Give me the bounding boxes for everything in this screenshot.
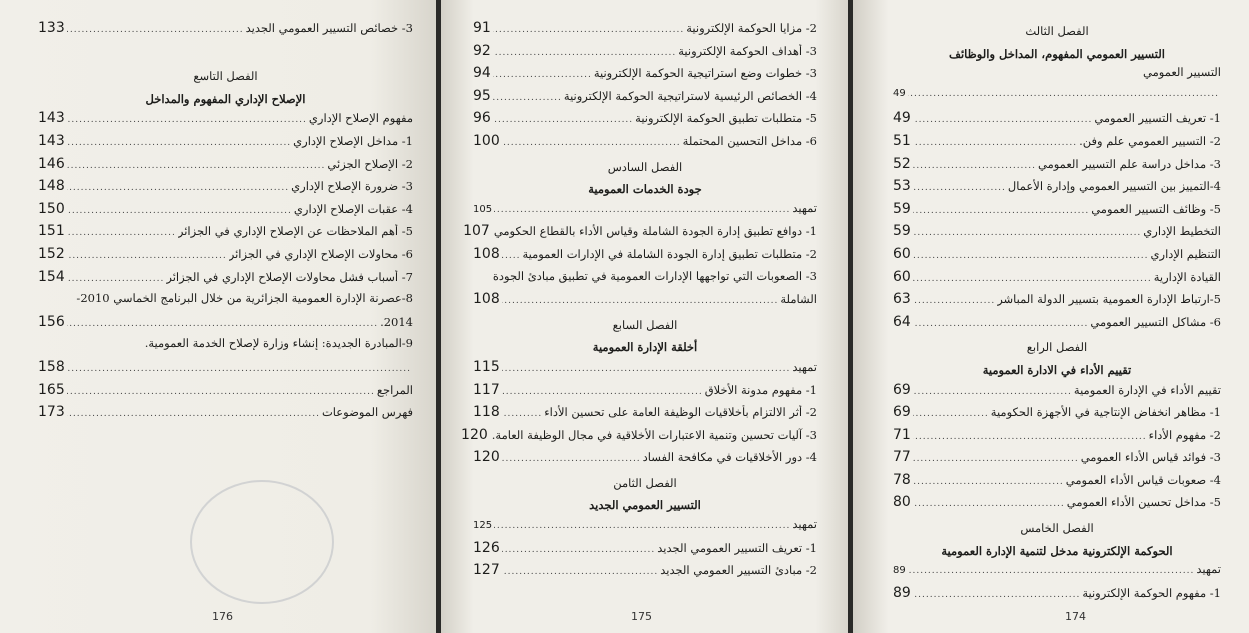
toc-entry	[893, 88, 1221, 111]
toc-entry	[893, 156, 1221, 179]
dot-leader	[67, 364, 411, 374]
toc-entry-page: 100	[473, 132, 500, 149]
toc-entry-title: 3- أهداف الحوكمة الإلكترونية	[678, 43, 817, 58]
page-right	[853, 0, 1249, 633]
toc-entry	[38, 133, 413, 156]
toc-entry-page: 77	[893, 449, 911, 466]
toc-entry	[893, 449, 1221, 472]
toc-entry-title: 3- فوائد قياس الأداء العمومي	[1080, 450, 1221, 465]
toc-entry	[893, 291, 1221, 314]
toc-entry-page: 152	[38, 245, 65, 262]
dot-leader	[908, 89, 1219, 99]
toc-entry	[473, 562, 817, 585]
toc-entry-title: 2- مفهوم الأداء	[1148, 427, 1221, 442]
chapter-title: التسيير العمومي المفهوم، المداخل والوظائف	[949, 46, 1165, 61]
toc-entry-title: 1- مفهوم الحوكمة الإلكترونية	[1082, 585, 1221, 600]
toc-entry-title: تمهيد	[792, 517, 817, 532]
toc-entry	[893, 562, 1221, 585]
toc-entry-title: 2- متطلبات تطبيق إدارة الجودة الشاملة في الإدارات العمومية	[522, 246, 817, 261]
dot-leader	[67, 319, 378, 329]
toc-entry-page: 165	[38, 381, 65, 398]
dot-leader	[67, 138, 291, 148]
toc-entry	[473, 382, 817, 405]
toc-entry-page: 133	[38, 20, 65, 36]
toc-entry-title: القيادة الإدارية	[1153, 269, 1221, 284]
toc-entry-page: 158	[38, 358, 65, 375]
dot-leader	[502, 387, 703, 397]
dot-leader	[502, 296, 779, 306]
dot-leader	[913, 206, 1089, 216]
toc-entry-page: 59	[893, 200, 911, 217]
toc-entry-title: 5- متطلبات تطبيق الحوكمة الإلكترونية	[635, 111, 817, 126]
toc-entry-page: 118	[473, 404, 500, 421]
dot-leader	[913, 228, 1141, 238]
chapter-title: التسيير العمومي الجديد	[589, 498, 701, 513]
toc-entry	[893, 269, 1221, 292]
chapter-label: الفصل التاسع	[193, 69, 258, 84]
toc-entry-title: 2- الإصلاح الجزئي	[327, 156, 413, 171]
dot-leader	[913, 115, 1092, 125]
dot-leader	[493, 70, 592, 80]
toc-entry	[463, 223, 817, 246]
toc-entry-title: 5-ارتباط الإدارة العمومية بتسيير الدولة المباشر	[997, 292, 1221, 307]
toc-entry-title: 2- مبادئ التسيير العمومي الجديد	[660, 563, 817, 578]
toc-entry-page: 96	[473, 110, 491, 127]
toc-entry-title: 2- مزايا الحوكمة الإلكترونية	[686, 21, 817, 35]
toc-entry-page: 117	[473, 381, 500, 398]
dot-leader	[502, 545, 656, 555]
toc-entry-title: 1- مظاهر انخفاض الإنتاجية في الأجهزة الحكومية	[990, 405, 1221, 420]
toc-entry-page: 91	[473, 20, 491, 36]
toc-entry-page: 60	[893, 245, 911, 262]
toc-entry-page: 69	[893, 404, 911, 421]
toc-entry-page: 49	[893, 110, 911, 127]
toc-entry-page: 107	[463, 223, 490, 240]
toc-entry-title: 6- مداخل التحسين المحتملة	[682, 133, 817, 148]
toc-entry-page: 120	[461, 426, 488, 443]
toc-column	[38, 20, 413, 427]
toc-entry-title: 3- خصائص التسيير العمومي الجديد	[245, 21, 413, 35]
toc-entry-page: 126	[473, 539, 500, 556]
toc-entry-title: التنظيم الإداري	[1150, 246, 1221, 261]
toc-entry	[473, 540, 817, 563]
toc-entry-page: 51	[893, 132, 911, 149]
dot-leader	[502, 251, 521, 261]
toc-entry-page: 59	[893, 223, 911, 240]
toc-entry	[893, 404, 1221, 427]
dot-leader	[913, 499, 1065, 509]
toc-entry	[473, 88, 817, 111]
toc-entry-page: 89	[893, 565, 906, 577]
toc-entry-title: 4- الخصائص الرئيسية لاستراتيجية الحوكمة الإلكترونية	[563, 88, 817, 103]
toc-entry-page: 150	[38, 200, 65, 217]
dot-leader	[67, 251, 227, 261]
dot-leader	[67, 274, 165, 284]
toc-entry-title: التخطيط الإداري	[1143, 224, 1221, 239]
dot-leader	[493, 25, 684, 35]
toc-entry-page: 80	[893, 494, 911, 511]
page-number: 176	[212, 610, 233, 623]
toc-entry-page: 148	[38, 178, 65, 195]
dot-leader	[913, 183, 1006, 193]
toc-entry-page: 92	[473, 42, 491, 59]
toc-entry-title: 6- محاولات الإصلاح الإداري في الجزائر	[228, 246, 413, 261]
dot-leader	[913, 251, 1149, 261]
toc-entry-page: 52	[893, 155, 911, 172]
toc-entry	[461, 426, 817, 450]
page-middle	[441, 0, 848, 633]
toc-entry-title: تمهيد	[792, 359, 817, 374]
toc-entry	[893, 427, 1221, 450]
chapter-title: جودة الخدمات العمومية	[588, 182, 702, 197]
toc-entry	[473, 359, 817, 382]
toc-entry-page: 108	[473, 291, 500, 308]
toc-entry-title: 1- مداخل الإصلاح الإداري	[293, 133, 413, 148]
toc-entry-page: 143	[38, 132, 65, 149]
chapter-label: الفصل الثامن	[613, 475, 677, 490]
toc-entry-title: 3- آليات تحسين وتنمية الاعتبارات الأخلاقية في مجال الوظيفة العامة.	[491, 427, 817, 442]
toc-entry	[38, 20, 413, 43]
page-left	[0, 0, 436, 633]
chapter-label: الفصل السابع	[612, 317, 678, 332]
dot-leader	[493, 115, 633, 125]
dot-leader	[913, 138, 1077, 148]
toc-entry-title: المراجع	[376, 382, 413, 397]
toc-entry-page: 53	[893, 178, 911, 195]
dot-leader	[913, 319, 1089, 329]
toc-entry-title: 2- أثر الالتزام بأخلاقيات الوظيفة العامة على تحسين الأداء	[544, 405, 817, 420]
toc-entry	[473, 404, 817, 427]
dot-leader	[913, 274, 1152, 284]
page-number: 174	[1065, 610, 1086, 623]
dot-leader	[502, 567, 658, 577]
dot-leader	[493, 93, 562, 103]
dot-leader	[67, 161, 326, 171]
toc-entry-title: 3- خطوات وضع استراتيجية الحوكمة الإلكترونية	[593, 66, 817, 81]
toc-entry-title: 1- مفهوم مدونة الأخلاق	[704, 382, 817, 397]
toc-entry	[893, 246, 1221, 269]
toc-entry-page: 69	[893, 381, 911, 398]
toc-entry	[38, 223, 413, 246]
toc-entry-page: 120	[473, 449, 500, 466]
toc-entry	[893, 494, 1221, 517]
toc-column	[893, 20, 1221, 607]
toc-entry	[473, 517, 817, 540]
toc-entry	[473, 269, 817, 292]
toc-entry-title: تقييم الأداء في الإدارة العمومية	[1073, 382, 1221, 397]
toc-entry-page: 151	[38, 223, 65, 240]
chapter-label: الفصل الخامس	[1020, 521, 1094, 536]
page-number: 175	[631, 610, 652, 623]
toc-entry	[473, 65, 817, 88]
chapter-title: أخلقة الإدارة العمومية	[592, 340, 698, 355]
chapter-title: الحوكمة الإلكترونية مدخل لتنمية الإدارة العمومية	[941, 543, 1173, 558]
dot-leader	[67, 206, 292, 216]
toc-entry-page: 94	[473, 65, 491, 82]
dot-leader	[913, 161, 1036, 171]
dot-leader	[502, 454, 641, 464]
dot-leader	[494, 205, 790, 215]
toc-entry	[38, 201, 413, 224]
dot-leader	[913, 409, 989, 419]
toc-entry	[38, 359, 413, 382]
dot-leader	[67, 228, 176, 238]
toc-entry	[893, 223, 1221, 246]
toc-column	[461, 20, 817, 585]
toc-entry-page: 143	[38, 110, 65, 127]
toc-entry-page: 78	[893, 471, 911, 488]
toc-entry-page: 95	[473, 87, 491, 104]
toc-entry-title: تمهيد	[792, 200, 817, 215]
toc-entry-title: 6- مشاكل التسيير العمومي	[1090, 314, 1221, 329]
toc-entry-page: 71	[893, 426, 911, 443]
dot-leader	[913, 590, 1080, 600]
toc-entry-page: 89	[893, 584, 911, 601]
toc-entry-title: 9-المبادرة الجديدة: إنشاء وزارة لإصلاح الخدمة العمومية.	[144, 336, 413, 351]
toc-entry	[38, 291, 413, 314]
toc-entry	[38, 246, 413, 269]
toc-entry-page: 173	[38, 404, 65, 421]
dot-leader	[502, 409, 543, 419]
toc-entry	[893, 314, 1221, 337]
toc-entry-title: التسيير العمومي	[1143, 65, 1221, 80]
toc-entry-title: 4- صعوبات قياس الأداء العمومي	[1065, 472, 1221, 487]
toc-entry	[893, 178, 1221, 201]
dot-leader	[494, 521, 790, 531]
chapter-title: تقييم الأداء في الادارة العمومية	[982, 362, 1132, 377]
toc-entry	[38, 156, 413, 179]
toc-entry	[473, 20, 817, 43]
toc-entry	[893, 201, 1221, 224]
faded-stamp	[190, 480, 334, 604]
toc-entry-page: 49	[893, 87, 906, 99]
toc-entry-title: تمهيد	[1196, 562, 1221, 577]
toc-entry-title: 4- عقبات الإصلاح الإداري	[293, 201, 413, 216]
toc-entry	[473, 133, 817, 156]
toc-entry-title: فهرس الموضوعات	[321, 405, 413, 420]
toc-entry-page: 108	[473, 245, 500, 262]
toc-entry-title: 4- دور الأخلاقيات في مكافحة الفساد	[642, 450, 817, 465]
toc-entry	[38, 382, 413, 405]
toc-entry	[893, 472, 1221, 495]
toc-entry-title: 3- الصعوبات التي تواجهها الإدارات العمومية في تطبيق مبادئ الجودة	[492, 268, 817, 283]
dot-leader	[913, 477, 1064, 487]
toc-entry	[473, 43, 817, 66]
toc-entry	[473, 246, 817, 269]
toc-entry	[473, 291, 817, 314]
toc-entry-title: مفهوم الإصلاح الإداري	[308, 111, 413, 126]
toc-entry	[893, 65, 1221, 88]
toc-entry	[38, 110, 413, 133]
toc-entry	[38, 314, 413, 337]
toc-entry-title: الشاملة	[780, 292, 817, 307]
toc-entry-page: 64	[893, 313, 911, 330]
toc-entry-title: 7- أسباب فشل محاولات الإصلاح الإداري في الجزائر	[166, 269, 413, 284]
toc-entry-page: 127	[473, 562, 500, 579]
toc-entry-page: 105	[473, 203, 493, 215]
toc-entry-title: 5- مداخل تحسين الأداء العمومي	[1066, 495, 1221, 510]
toc-entry	[473, 110, 817, 133]
toc-entry-title: 4-التمييز بين التسيير العمومي وإدارة الأعمال	[1007, 179, 1221, 194]
toc-entry-title: 5- وظائف التسيير العمومي	[1091, 201, 1221, 216]
toc-entry-title: 5- أهم الملاحظات عن الإصلاح الإداري في الجزائر	[177, 224, 413, 239]
toc-entry	[893, 110, 1221, 133]
toc-entry-page: 156	[38, 313, 65, 330]
toc-entry-title: 1- تعريف التسيير العمومي	[1094, 111, 1221, 126]
toc-entry	[473, 449, 817, 472]
dot-leader	[67, 409, 320, 419]
toc-entry	[893, 382, 1221, 405]
dot-leader	[913, 454, 1079, 464]
chapter-title: الإصلاح الإداري المفهوم والمداخل	[145, 91, 306, 106]
toc-entry	[38, 269, 413, 292]
toc-entry-page: 146	[38, 155, 65, 172]
toc-entry-title: 8-عصرنة الإدارة العمومية الجزائرية من خلال البرنامج الخماسي 2010-	[76, 291, 413, 306]
chapter-label: الفصل الثالث	[1025, 24, 1089, 38]
toc-entry-title: 2- التسيير العمومي علم وفن.	[1079, 133, 1221, 148]
dot-leader	[67, 25, 244, 35]
toc-entry	[893, 585, 1221, 608]
dot-leader	[67, 183, 289, 193]
dot-leader	[913, 432, 1147, 442]
spacer	[38, 43, 413, 66]
dot-leader	[502, 364, 791, 374]
chapter-label: الفصل السادس	[607, 159, 683, 174]
toc-entry	[38, 336, 413, 359]
dot-leader	[913, 296, 995, 306]
toc-entry-title: 3- ضرورة الإصلاح الإداري	[291, 179, 413, 194]
toc-entry-page: 125	[473, 520, 493, 532]
toc-entry	[38, 178, 413, 201]
toc-entry	[473, 201, 817, 224]
chapter-label: الفصل الرابع	[1026, 340, 1088, 355]
toc-entry-title: 3- مداخل دراسة علم التسيير العمومي	[1038, 156, 1221, 171]
dot-leader	[67, 115, 307, 125]
toc-entry	[893, 133, 1221, 156]
toc-entry-title: 1- دوافع تطبيق إدارة الجودة الشاملة وقياس الأداء بالقطاع الحكومي	[493, 224, 817, 239]
dot-leader	[913, 387, 1072, 397]
toc-entry-page: 63	[893, 291, 911, 308]
dot-leader	[67, 387, 375, 397]
dot-leader	[493, 48, 676, 58]
toc-entry-page: 115	[473, 358, 500, 375]
dot-leader	[908, 566, 1195, 576]
toc-entry-title: 1- تعريف التسيير العمومي الجديد	[657, 540, 817, 555]
toc-entry-page: 154	[38, 268, 65, 285]
toc-entry	[38, 404, 413, 427]
dot-leader	[502, 138, 681, 148]
toc-entry-title: 2014.	[380, 314, 413, 329]
toc-entry-page: 60	[893, 268, 911, 285]
